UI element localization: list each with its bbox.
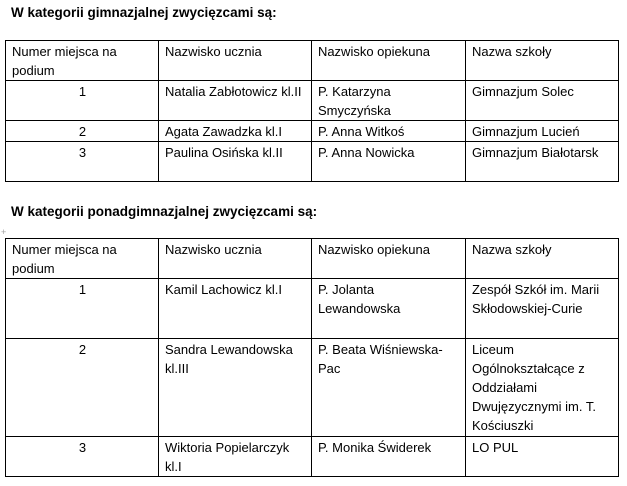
tutor-cell: P. Beata Wiśniewska-Pac <box>311 339 465 437</box>
header-tutor: Nazwisko opiekuna <box>311 239 465 279</box>
header-student: Nazwisko ucznia <box>158 41 311 81</box>
place-cell: 3 <box>6 437 159 477</box>
school-cell: Liceum Ogólnokształcące z Oddziałami Dwujęzycznymi im. T. Kościuszki <box>465 339 618 437</box>
table-row <box>6 142 619 182</box>
table-row <box>6 339 619 437</box>
school-cell: Gimnazjum Białotarsk <box>465 142 618 182</box>
tutor-cell: P. Anna Nowicka <box>311 142 465 182</box>
header-school: Nazwa szkoły <box>465 239 618 279</box>
header-student: Nazwisko ucznia <box>158 239 311 279</box>
table-gimnazjum <box>5 40 619 182</box>
table-row <box>6 279 619 339</box>
student-cell: Natalia Zabłotowicz kl.II <box>158 81 311 121</box>
table-row <box>6 121 619 142</box>
place-cell: 1 <box>6 279 159 339</box>
header-tutor: Nazwisko opiekuna <box>311 41 465 81</box>
tutor-cell: P. Monika Świderek <box>311 437 465 477</box>
tutor-cell: P. Katarzyna Smyczyńska <box>311 81 465 121</box>
place-cell: 2 <box>6 339 159 437</box>
student-cell: Paulina Osińska kl.II <box>158 142 311 182</box>
paragraph-mark: + <box>1 227 7 237</box>
tutor-cell: P. Jolanta Lewandowska <box>311 279 465 339</box>
school-cell: Gimnazjum Lucień <box>465 121 618 142</box>
table-header-row <box>6 239 619 279</box>
table-ponadgimnazjum <box>5 238 619 477</box>
student-cell: Agata Zawadzka kl.I <box>158 121 311 142</box>
table-row <box>6 437 619 477</box>
tutor-cell: P. Anna Witkoś <box>311 121 465 142</box>
student-cell: Wiktoria Popielarczyk kl.I <box>158 437 311 477</box>
header-place: Numer miejsca na podium <box>6 41 159 81</box>
table-row <box>6 81 619 121</box>
table-header-row <box>6 41 619 81</box>
place-cell: 3 <box>6 142 159 182</box>
header-place: Numer miejsca na podium <box>6 239 159 279</box>
student-cell: Sandra Lewandowska kl.III <box>158 339 311 437</box>
place-cell: 2 <box>6 121 159 142</box>
header-school: Nazwa szkoły <box>465 41 618 81</box>
place-cell: 1 <box>6 81 159 121</box>
school-cell: Zespół Szkół im. Marii Skłodowskiej-Curie <box>465 279 618 339</box>
school-cell: LO PUL <box>465 437 618 477</box>
section1-heading: W kategorii gimnazjalnej zwycięzcami są: <box>11 5 277 20</box>
section2-heading: W kategorii ponadgimnazjalnej zwycięzcami są: <box>11 204 318 219</box>
school-cell: Gimnazjum Solec <box>465 81 618 121</box>
student-cell: Kamil Lachowicz kl.I <box>158 279 311 339</box>
